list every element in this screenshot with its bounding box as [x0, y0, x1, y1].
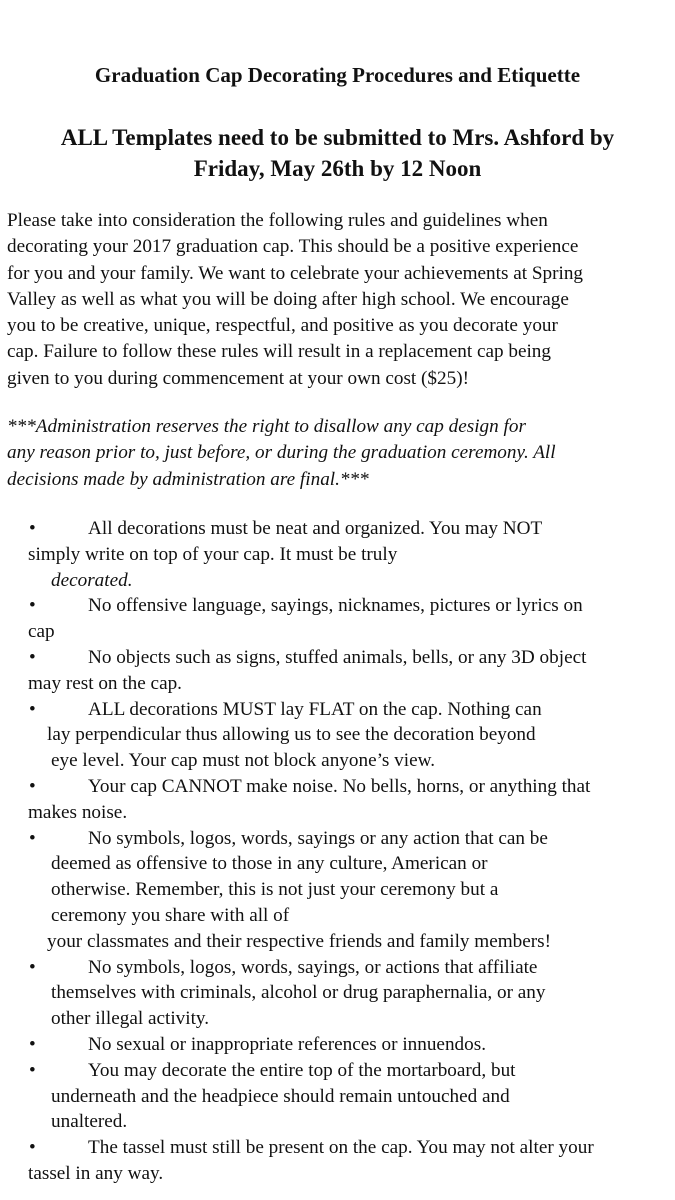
- rule-item: [0, 697, 675, 774]
- rule-line: No symbols, logos, words, sayings or any action that can be: [88, 827, 548, 849]
- rule-line: You may decorate the entire top of the mortarboard, but: [88, 1059, 516, 1081]
- deadline-line: Friday, May 26th by 12 Noon: [193, 156, 482, 181]
- rule-line: ALL decorations MUST lay FLAT on the cap. Nothing can: [88, 698, 542, 720]
- rule-item: [0, 645, 675, 697]
- rule-line: No sexual or inappropriate references or innuendos.: [88, 1033, 486, 1055]
- intro-line: Valley as well as what you will be doing after high school. We encourage: [7, 288, 569, 310]
- intro-line: you to be creative, unique, respectful, and positive as you decorate your: [7, 315, 558, 337]
- rule-line: deemed as offensive to those in any culture, American or: [51, 853, 488, 875]
- rule-line: other illegal activity.: [51, 1008, 210, 1030]
- bullet: •: [29, 1137, 36, 1159]
- bullet: •: [29, 956, 36, 978]
- rule-line: unaltered.: [51, 1111, 128, 1133]
- bullet: •: [29, 646, 36, 668]
- rule-line: simply write on top of your cap. It must be truly: [28, 543, 398, 565]
- rule-item: [0, 516, 675, 593]
- intro-line: for you and your family. We want to celebrate your achievements at Spring: [7, 262, 584, 284]
- administration-notice: [7, 414, 675, 493]
- bullet: •: [29, 595, 36, 617]
- deadline-line: ALL Templates need to be submitted to Mrs. Ashford by: [60, 125, 615, 150]
- rule-item: [0, 1135, 675, 1187]
- rule-line: The tassel must still be present on the cap. You may not alter your: [88, 1137, 594, 1159]
- rule-item: [0, 1032, 675, 1058]
- rule-line: underneath and the headpiece should remain untouched and: [51, 1085, 510, 1107]
- bullet: •: [29, 1033, 36, 1055]
- rule-line: Your cap CANNOT make noise. No bells, horns, or anything that: [88, 775, 591, 797]
- rule-item: [0, 826, 675, 955]
- admin-line: any reason prior to, just before, or during the graduation ceremony. All: [7, 442, 556, 464]
- rules-list: [0, 516, 675, 1187]
- admin-line: decisions made by administration are final.***: [7, 468, 369, 490]
- rule-item: [0, 593, 675, 645]
- rule-item: [0, 1058, 675, 1135]
- rule-line: No symbols, logos, words, sayings, or actions that affiliate: [88, 956, 538, 978]
- rule-line: decorated.: [51, 569, 133, 591]
- rule-item: [0, 774, 675, 826]
- rule-line: No offensive language, sayings, nicknames, pictures or lyrics on: [88, 595, 583, 617]
- rule-line: may rest on the cap.: [28, 672, 182, 694]
- bullet: •: [29, 1059, 36, 1081]
- intro-line: Please take into consideration the following rules and guidelines when: [7, 210, 548, 231]
- rule-line: your classmates and their respective friends and family members!: [47, 930, 552, 952]
- bullet: •: [29, 775, 36, 797]
- rule-item: [0, 955, 675, 1032]
- intro-line: cap. Failure to follow these rules will result in a replacement cap being: [7, 341, 551, 363]
- submission-deadline: [0, 122, 675, 184]
- admin-line: ***Administration reserves the right to disallow any cap design for: [7, 416, 526, 437]
- rule-line: All decorations must be neat and organized. You may NOT: [88, 518, 543, 539]
- bullet: •: [29, 827, 36, 849]
- rule-line: lay perpendicular thus allowing us to see the decoration beyond: [47, 724, 536, 746]
- rule-line: No objects such as signs, stuffed animals, bells, or any 3D object: [88, 646, 587, 668]
- rule-line: themselves with criminals, alcohol or drug paraphernalia, or any: [51, 982, 546, 1004]
- document-title: Graduation Cap Decorating Procedures and Etiquette: [94, 63, 581, 87]
- bullet: •: [29, 518, 36, 539]
- rule-line: makes noise.: [28, 801, 128, 823]
- rule-line: eye level. Your cap must not block anyone’s view.: [51, 750, 436, 772]
- rule-line: otherwise. Remember, this is not just your ceremony but a: [51, 879, 499, 901]
- intro-paragraph: [7, 208, 675, 392]
- rule-line: ceremony you share with all of: [51, 904, 290, 926]
- rule-line: cap: [28, 621, 55, 643]
- rule-line: tassel in any way.: [28, 1162, 164, 1184]
- bullet: •: [29, 698, 36, 720]
- intro-line: given to you during commencement at your own cost ($25)!: [7, 367, 469, 389]
- intro-line: decorating your 2017 graduation cap. This should be a positive experience: [7, 236, 579, 258]
